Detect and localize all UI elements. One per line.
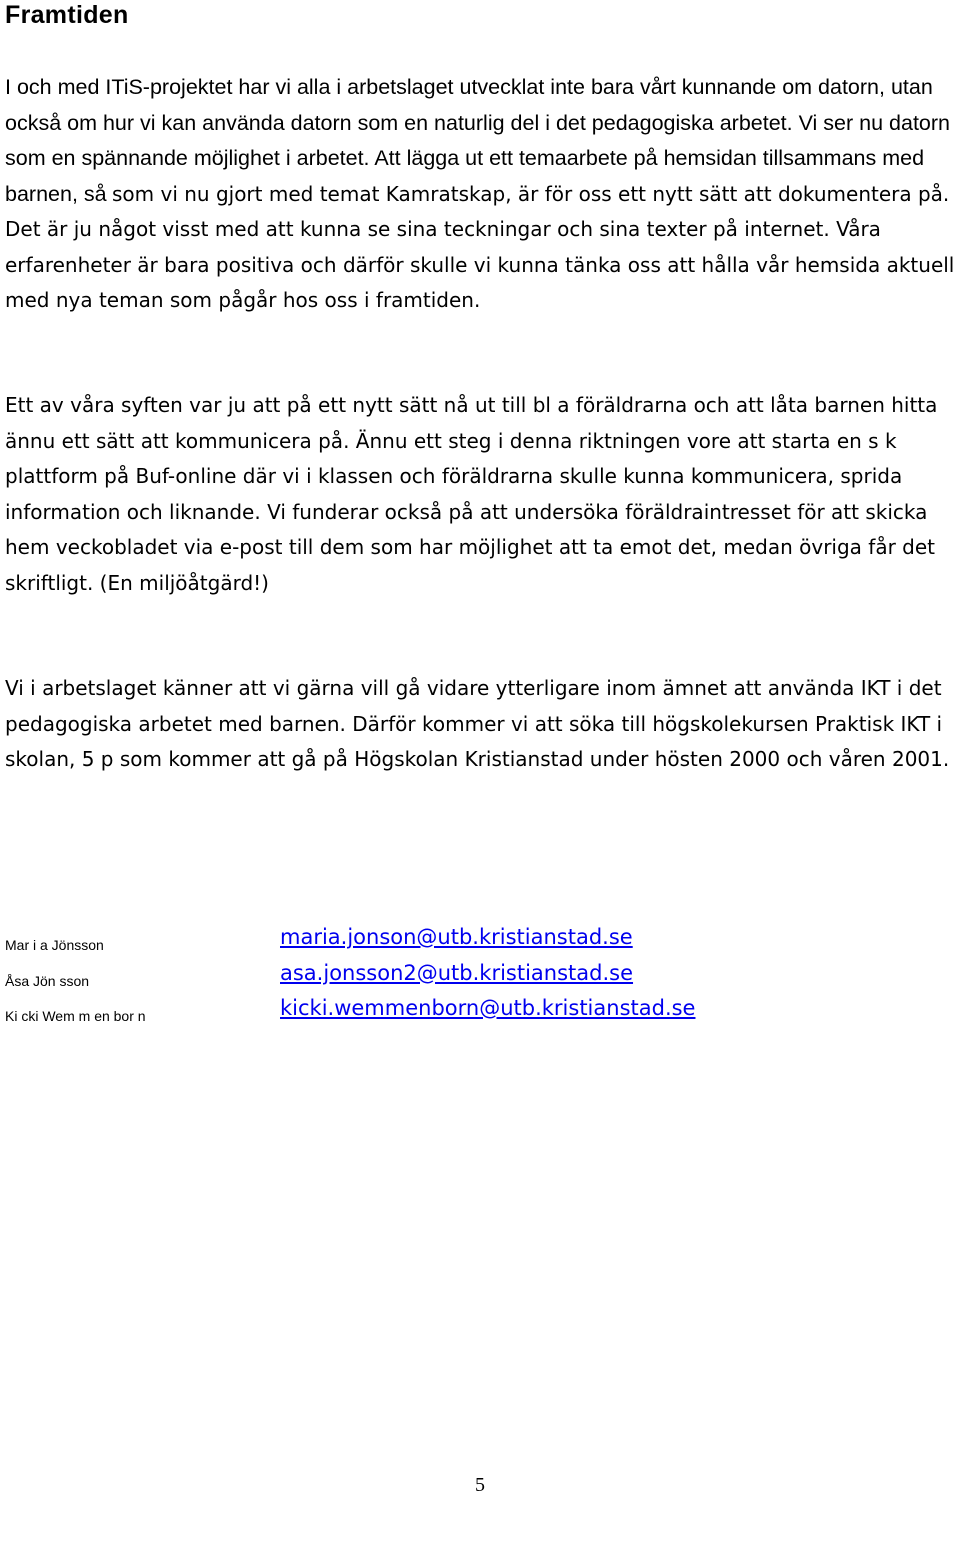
page-number: 5 — [475, 1474, 485, 1496]
paragraph-1 — [5, 70, 957, 319]
email-link-kicki[interactable]: kicki.wemmenborn@utb.kristianstad.se — [280, 996, 696, 1020]
page-heading: Framtiden — [5, 1, 129, 29]
paragraph-2: Ett av våra syften var ju att på ett nytt sätt nå ut till bl a föräldrarna och att låta barnen hitta ännu ett sätt att kommunicera på. Ännu ett steg i denna riktningen vore att starta en s k plattform på Buf-online där vi i klassen och föräldrarna skulle kunna kommunicera, sprida information och liknande. Vi funderar också på att undersöka föräldraintresset för att skicka hem veckobladet via e-post till dem som har möjlighet att ta emot det, medan övriga får det skriftligt. (En miljöåtgärd!) — [5, 393, 938, 595]
signature-name-2: Åsa Jön sson — [5, 972, 90, 989]
paragraph-1-sans-text: I och med ITiS-projektet har vi alla i arbetslaget utvecklat inte bara vårt kunnande om datorn, utan också om hur vi kan använda datorn som en naturlig del i det pedagogiska arbetet. Vi ser nu datorn som en spännande möjlighet i arbetet. Att lägga ut ett temaarbete på hemsidan tillsammans med barnen, så — [5, 75, 950, 206]
paragraph-3: Vi i arbetslaget känner att vi gärna vill gå vidare ytterligare inom ämnet att använda IKT i det pedagogiska arbetet med barnen. Därför kommer vi att söka till högskolekursen Praktisk IKT i skolan, 5 p som kommer att gå på Högskolan Kristianstad under hösten 2000 och våren 2001. — [5, 676, 950, 771]
paragraph-1-comic-text: som vi nu gjort med temat Kamratskap, är för oss ett nytt sätt att dokumentera på. Det är ju något visst med att kunna se sina teckningar och sina texter på internet. Våra erfarenheter är bara positiva och därför skulle vi kunna tänka oss att hålla vår hemsida aktuell med nya teman som pågår hos oss i framtiden. — [5, 181, 955, 312]
signature-name-1: Mar i a Jönsson — [5, 937, 104, 953]
email-link-asa[interactable]: asa.jonsson2@utb.kristianstad.se — [280, 960, 634, 985]
signature-names — [5, 928, 146, 1035]
signature-name-3: Ki cki Wem m en bor n — [5, 1008, 146, 1024]
email-link-maria[interactable]: maria.jonson@utb.kristianstad.se — [280, 925, 633, 949]
signature-emails — [280, 920, 695, 1027]
